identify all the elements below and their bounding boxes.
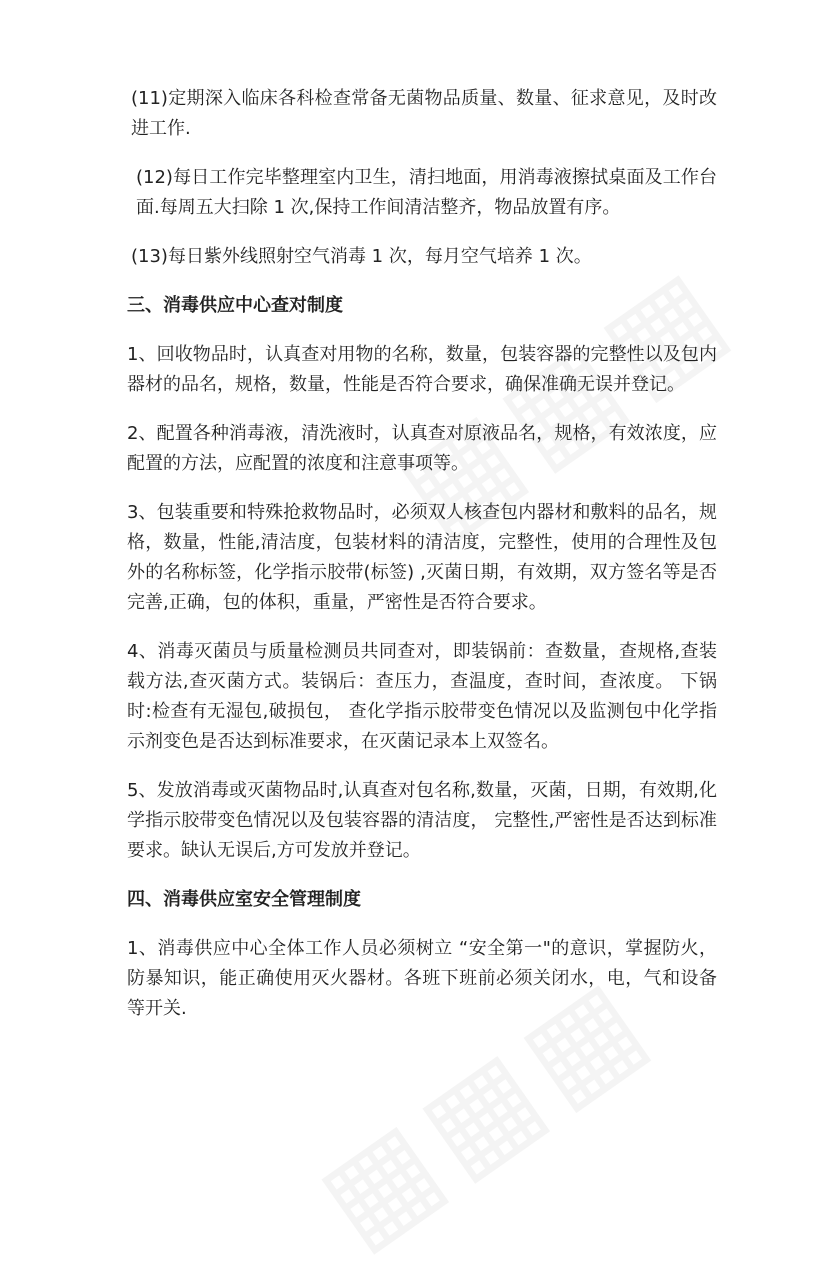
section3-item-3: 3、包装重要和特殊抢救物品时，必须双人核查包内器材和敷料的品名，规格，数量，性能,清洁度，包装材料的清洁度，完整性，使用的合理性及包外的名称标签，化学指示胶带(标签) ,灭菌日期，有效期，双方签名等是否完善,正确，包的体积，重量，严密性是否符合要求。: [127, 502, 717, 613]
paragraph-item-11: (11)定期深入临床各科检查常备无菌物品质量、数量、征求意见，及时改进工作.: [131, 88, 717, 139]
paragraph-item-13: (13)每日紫外线照射空气消毒 1 次，每月空气培养 1 次。: [131, 246, 592, 267]
section-heading-safety-management: 四、消毒供应室安全管理制度: [127, 889, 361, 910]
document-body: [127, 84, 717, 1043]
section4-item-1: 1、消毒供应中心全体工作人员必须树立 “安全第一"的意识，掌握防火，防暴知识，能正确使用灭火器材。各班下班前必须关闭水，电，气和设备等开关.: [127, 938, 717, 1019]
section3-item-1: 1、回收物品时，认真查对用物的名称，数量，包装容器的完整性以及包内器材的品名，规格，数量，性能是否符合要求，确保准确无误并登记。: [127, 344, 717, 395]
section3-item-5: 5、发放消毒或灭菌物品时,认真查对包名称,数量，灭菌，日期，有效期,化学指示胶带变色情况以及包装容器的清洁度， 完整性,严密性是否达到标准要求。缺认无误后,方可发放并登记。: [127, 780, 717, 861]
section3-item-2: 2、配置各种消毒液，清洗液时，认真查对原液品名，规格，有效浓度，应配置的方法，应配置的浓度和注意事项等。: [127, 423, 717, 474]
paragraph-item-12: (12)每日工作完毕整理室内卫生，清扫地面，用消毒液擦拭桌面及工作台面.每周五大扫除 1 次,保持工作间清洁整齐，物品放置有序。: [136, 167, 717, 218]
section3-item-4: 4、消毒灭菌员与质量检测员共同查对，即装锅前：查数量，查规格,查装载方法,查灭菌方式。装锅后：查压力，查温度，查时间，查浓度。 下锅时:检查有无湿包,破损包， 查化学指示胶带变色情况以及监测包中化学指示剂变色是否达到标准要求，在灭菌记录本上双签名。: [127, 641, 717, 752]
section-heading-checking-system: 三、消毒供应中心查对制度: [127, 295, 343, 316]
